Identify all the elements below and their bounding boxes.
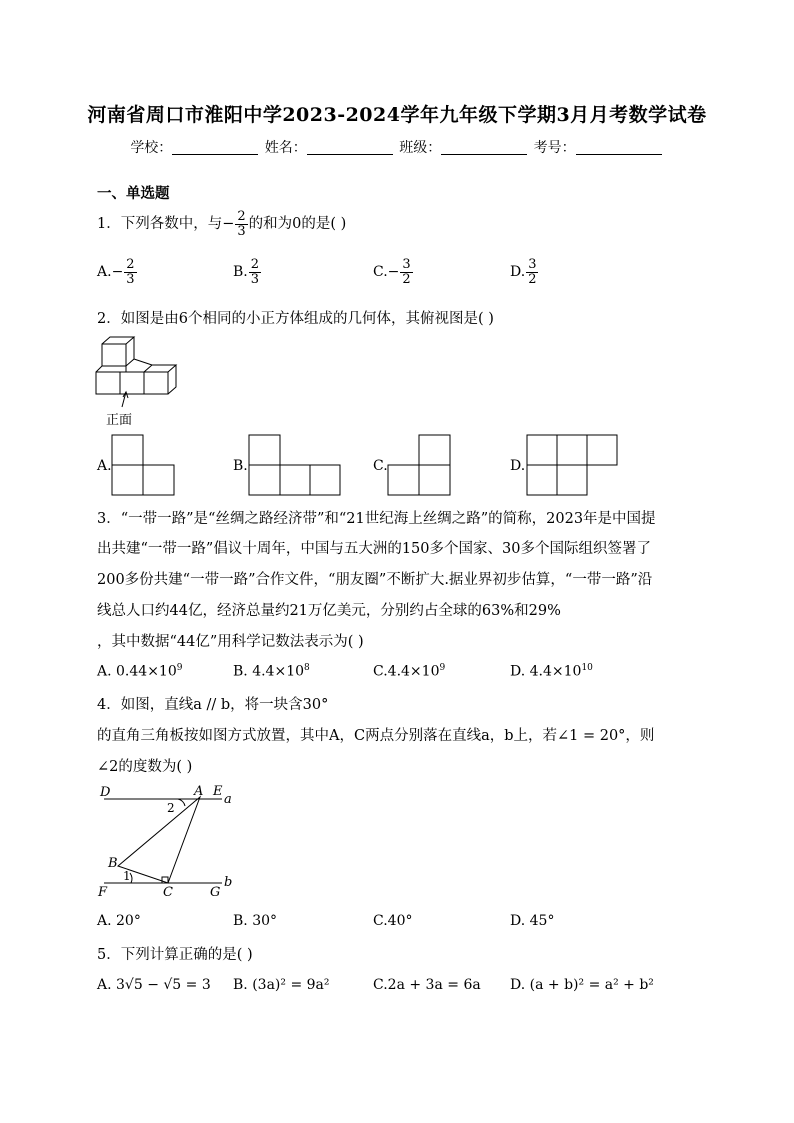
q5-option-a: A. 3√5 − √5 = 3 xyxy=(97,977,211,993)
q1-minus: − xyxy=(222,216,235,233)
q5-option-d: D. (a + b)² = a² + b² xyxy=(510,977,654,993)
question-3-line-1: 3．“一带一路”是“丝绸之路经济带”和“21世纪海上丝绸之路”的简称，2023年是中国提 xyxy=(97,511,656,527)
name-blank xyxy=(307,140,393,155)
q4-option-b: B. 30° xyxy=(233,913,278,929)
school-blank xyxy=(172,140,258,155)
question-5: 5．下列计算正确的是( ) xyxy=(97,947,253,963)
svg-text:D: D xyxy=(100,785,111,800)
class-label: 班级： xyxy=(399,140,442,156)
q1-option-b: B. $\frac{2}{3}$ xyxy=(233,257,260,287)
q3-option-d: D. $4.4\times 10^{10}$ xyxy=(510,663,593,680)
q2-option-c-figure xyxy=(387,434,452,496)
number-label: 考号： xyxy=(533,140,576,156)
q3-option-a: A. $0.44\times 10^9$ xyxy=(97,663,183,680)
svg-text:2: 2 xyxy=(167,801,175,815)
class-blank xyxy=(441,140,527,155)
school-label: 学校： xyxy=(130,140,173,156)
q5-option-c: C.2a + 3a = 6a xyxy=(373,977,481,993)
svg-text:F: F xyxy=(98,885,108,900)
svg-text:C: C xyxy=(163,885,173,900)
q2-solid-figure xyxy=(94,334,189,429)
q4-geometry-figure xyxy=(94,782,244,900)
page-title: 河南省周口市淮阳中学2023-2024学年九年级下学期3月月考数学试卷 xyxy=(87,104,707,126)
q2-option-d-figure xyxy=(526,434,621,496)
q2-option-d-label: D. xyxy=(510,458,526,474)
question-3-line-4: 线总人口约44亿，经济总量约21万亿美元，分别约占全球的63%和29% xyxy=(97,603,561,619)
svg-text:A: A xyxy=(194,784,204,799)
q3-option-b: B. $4.4\times 10^8$ xyxy=(233,663,310,680)
q1-option-a: A.− $\frac{2}{3}$ xyxy=(97,257,135,287)
q4-option-a: A. 20° xyxy=(97,913,141,929)
svg-text:E: E xyxy=(213,784,223,799)
svg-text:a: a xyxy=(224,792,232,807)
q2-option-c-label: C. xyxy=(373,458,388,474)
q1-prefix: 1．下列各数中，与 xyxy=(97,216,223,233)
q2-option-b-label: B. xyxy=(233,458,248,474)
question-2: 2．如图是由6个相同的小正方体组成的几何体，其俯视图是( ) xyxy=(97,311,494,327)
q5-option-b: B. (3a)² = 9a² xyxy=(233,977,330,993)
question-4-line-2: 的直角三角板按如图方式放置，其中A，C两点分别落在直线a，b上，若∠1 = 20°，则 xyxy=(97,728,655,744)
svg-text:G: G xyxy=(210,885,221,900)
q3-option-c: $C.4.4\times 10^9$ xyxy=(373,663,446,680)
question-3-line-2: 出共建“一带一路”倡议十周年，中国与五大洲的150多个国家、30多个国际组织签署了 xyxy=(97,541,651,557)
svg-text:b: b xyxy=(224,875,233,890)
q2-option-a-label: A. xyxy=(97,458,112,474)
q1-fraction: $\frac{2}{3}$ xyxy=(237,209,246,239)
question-1 xyxy=(97,210,346,238)
front-label: 正面 xyxy=(106,413,133,428)
name-label: 姓名： xyxy=(264,140,307,156)
number-blank xyxy=(576,140,662,155)
q1-suffix: 的和为0的是( ) xyxy=(248,216,347,233)
question-3-line-5: ，其中数据“44亿”用科学记数法表示为( ) xyxy=(97,634,364,650)
q2-option-a-figure xyxy=(111,434,176,496)
svg-text:B: B xyxy=(108,856,118,871)
student-info-line xyxy=(0,137,794,157)
question-3-line-3: 200多份共建“一带一路”合作文件，“朋友圈”不断扩大.据业界初步估算，“一带一路”沿 xyxy=(97,572,653,588)
q4-option-d: D. 45° xyxy=(510,913,555,929)
q2-option-b-figure xyxy=(248,434,343,496)
question-4-line-1: 4．如图，直线a // b，将一块含30° xyxy=(97,697,329,713)
question-4-line-3: ∠2的度数为( ) xyxy=(97,759,193,775)
q4-option-c: C.40° xyxy=(373,913,413,929)
section-heading: 一、单选题 xyxy=(97,185,170,202)
q1-option-d: D. $\frac{3}{2}$ xyxy=(510,257,537,287)
svg-text:1: 1 xyxy=(123,869,131,883)
q1-option-c: C.− $\frac{3}{2}$ xyxy=(373,257,411,287)
